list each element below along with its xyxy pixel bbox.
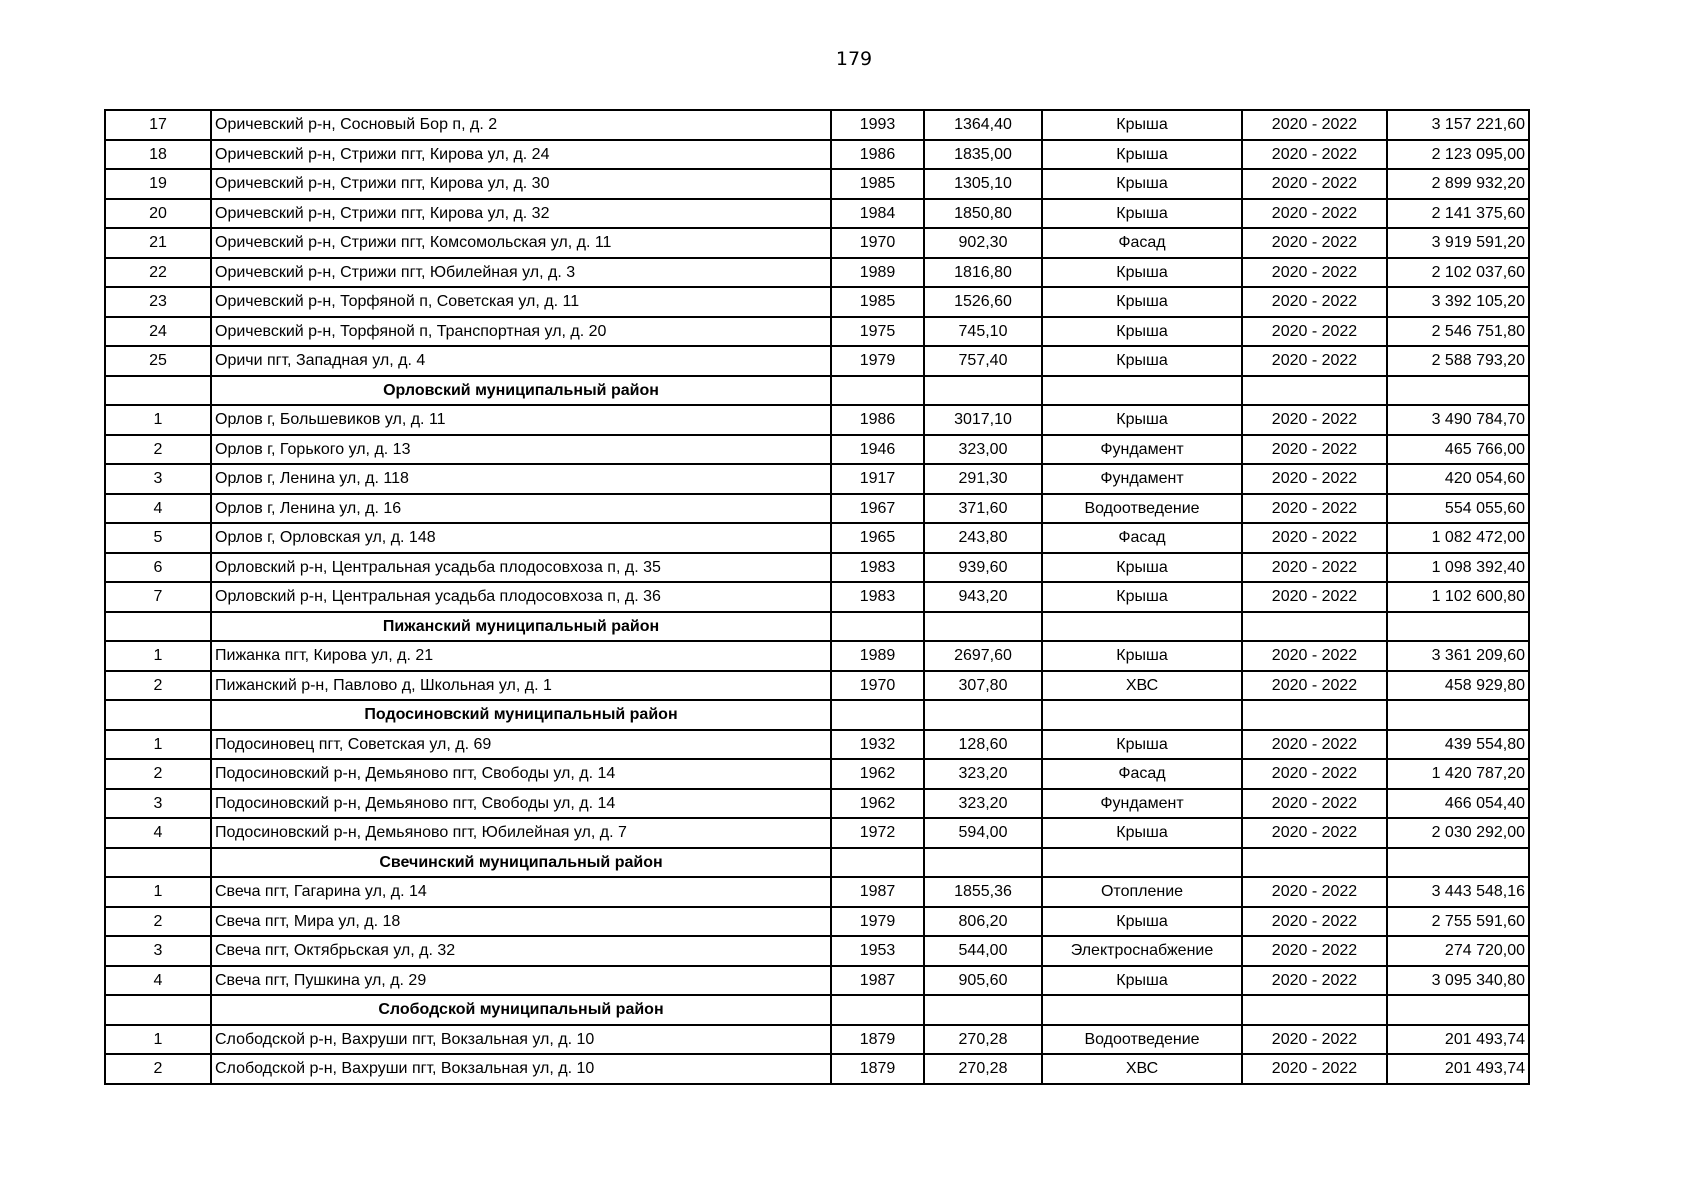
- area-cell: 1526,60: [924, 287, 1042, 317]
- period-cell: 2020 - 2022: [1242, 405, 1387, 435]
- period-cell: 2020 - 2022: [1242, 140, 1387, 170]
- cost-cell: 3 919 591,20: [1387, 228, 1529, 258]
- work-type-cell: Фундамент: [1042, 464, 1242, 494]
- row-number: 24: [105, 317, 211, 347]
- empty-cell: [1242, 376, 1387, 406]
- work-type-cell: Фасад: [1042, 228, 1242, 258]
- address-cell: Оричевский р-н, Стрижи пгт, Комсомольская ул, д. 11: [211, 228, 831, 258]
- work-type-cell: Крыша: [1042, 140, 1242, 170]
- address-cell: Орлов г, Ленина ул, д. 118: [211, 464, 831, 494]
- table-row: [105, 317, 1529, 347]
- year-cell: 1983: [831, 582, 924, 612]
- year-cell: 1972: [831, 818, 924, 848]
- district-header-row: [105, 848, 1529, 878]
- cost-cell: 3 361 209,60: [1387, 641, 1529, 671]
- work-type-cell: Крыша: [1042, 641, 1242, 671]
- period-cell: 2020 - 2022: [1242, 936, 1387, 966]
- address-cell: Подосиновский р-н, Демьяново пгт, Юбилейная ул, д. 7: [211, 818, 831, 848]
- empty-cell: [1387, 612, 1529, 642]
- year-cell: 1965: [831, 523, 924, 553]
- repair-register-table: [104, 109, 1530, 1085]
- address-cell: Пижанка пгт, Кирова ул, д. 21: [211, 641, 831, 671]
- empty-cell: [924, 995, 1042, 1025]
- table-row: [105, 966, 1529, 996]
- empty-cell: [831, 700, 924, 730]
- table-row: [105, 1054, 1529, 1084]
- empty-cell: [924, 700, 1042, 730]
- area-cell: 905,60: [924, 966, 1042, 996]
- area-cell: 1855,36: [924, 877, 1042, 907]
- area-cell: 270,28: [924, 1025, 1042, 1055]
- cost-cell: 2 123 095,00: [1387, 140, 1529, 170]
- area-cell: 745,10: [924, 317, 1042, 347]
- period-cell: 2020 - 2022: [1242, 464, 1387, 494]
- area-cell: 323,20: [924, 759, 1042, 789]
- empty-cell: [1242, 848, 1387, 878]
- row-number: 1: [105, 877, 211, 907]
- period-cell: 2020 - 2022: [1242, 966, 1387, 996]
- area-cell: 3017,10: [924, 405, 1042, 435]
- empty-cell: [924, 376, 1042, 406]
- row-number: 2: [105, 907, 211, 937]
- work-type-cell: Фундамент: [1042, 789, 1242, 819]
- year-cell: 1953: [831, 936, 924, 966]
- year-cell: 1985: [831, 169, 924, 199]
- year-cell: 1946: [831, 435, 924, 465]
- year-cell: 1967: [831, 494, 924, 524]
- year-cell: 1989: [831, 641, 924, 671]
- period-cell: 2020 - 2022: [1242, 287, 1387, 317]
- district-header-row: [105, 376, 1529, 406]
- address-cell: Оричевский р-н, Торфяной п, Транспортная ул, д. 20: [211, 317, 831, 347]
- table-row: [105, 730, 1529, 760]
- period-cell: 2020 - 2022: [1242, 907, 1387, 937]
- work-type-cell: Крыша: [1042, 199, 1242, 229]
- row-number: 7: [105, 582, 211, 612]
- row-number: 2: [105, 671, 211, 701]
- area-cell: 1816,80: [924, 258, 1042, 288]
- empty-cell: [831, 848, 924, 878]
- row-number: 1: [105, 641, 211, 671]
- row-number: 25: [105, 346, 211, 376]
- work-type-cell: Крыша: [1042, 346, 1242, 376]
- period-cell: 2020 - 2022: [1242, 317, 1387, 347]
- address-cell: Оричевский р-н, Стрижи пгт, Кирова ул, д. 30: [211, 169, 831, 199]
- period-cell: 2020 - 2022: [1242, 759, 1387, 789]
- period-cell: 2020 - 2022: [1242, 1054, 1387, 1084]
- year-cell: 1985: [831, 287, 924, 317]
- period-cell: 2020 - 2022: [1242, 789, 1387, 819]
- work-type-cell: Крыша: [1042, 405, 1242, 435]
- work-type-cell: Отопление: [1042, 877, 1242, 907]
- address-cell: Подосиновский р-н, Демьяново пгт, Свободы ул, д. 14: [211, 789, 831, 819]
- cost-cell: 1 082 472,00: [1387, 523, 1529, 553]
- period-cell: 2020 - 2022: [1242, 435, 1387, 465]
- empty-cell: [831, 376, 924, 406]
- address-cell: Свеча пгт, Гагарина ул, д. 14: [211, 877, 831, 907]
- cost-cell: 420 054,60: [1387, 464, 1529, 494]
- empty-cell: [1042, 848, 1242, 878]
- work-type-cell: Водоотведение: [1042, 1025, 1242, 1055]
- work-type-cell: Крыша: [1042, 818, 1242, 848]
- cost-cell: 466 054,40: [1387, 789, 1529, 819]
- district-name: Слободской муниципальный район: [211, 995, 831, 1025]
- year-cell: 1993: [831, 110, 924, 140]
- period-cell: 2020 - 2022: [1242, 523, 1387, 553]
- year-cell: 1879: [831, 1025, 924, 1055]
- empty-cell: [105, 376, 211, 406]
- area-cell: 544,00: [924, 936, 1042, 966]
- area-cell: 291,30: [924, 464, 1042, 494]
- work-type-cell: ХВС: [1042, 1054, 1242, 1084]
- area-cell: 243,80: [924, 523, 1042, 553]
- table-row: [105, 435, 1529, 465]
- year-cell: 1879: [831, 1054, 924, 1084]
- work-type-cell: Крыша: [1042, 582, 1242, 612]
- cost-cell: 439 554,80: [1387, 730, 1529, 760]
- cost-cell: 3 095 340,80: [1387, 966, 1529, 996]
- row-number: 1: [105, 1025, 211, 1055]
- address-cell: Подосиновец пгт, Советская ул, д. 69: [211, 730, 831, 760]
- empty-cell: [105, 612, 211, 642]
- cost-cell: 1 098 392,40: [1387, 553, 1529, 583]
- area-cell: 594,00: [924, 818, 1042, 848]
- table-row: [105, 140, 1529, 170]
- row-number: 2: [105, 435, 211, 465]
- table-body: [105, 110, 1529, 1084]
- row-number: 6: [105, 553, 211, 583]
- row-number: 18: [105, 140, 211, 170]
- year-cell: 1979: [831, 346, 924, 376]
- year-cell: 1986: [831, 405, 924, 435]
- cost-cell: 2 755 591,60: [1387, 907, 1529, 937]
- area-cell: 1850,80: [924, 199, 1042, 229]
- empty-cell: [1042, 700, 1242, 730]
- address-cell: Свеча пгт, Мира ул, д. 18: [211, 907, 831, 937]
- row-number: 19: [105, 169, 211, 199]
- period-cell: 2020 - 2022: [1242, 494, 1387, 524]
- table-row: [105, 907, 1529, 937]
- table-row: [105, 877, 1529, 907]
- work-type-cell: Крыша: [1042, 169, 1242, 199]
- period-cell: 2020 - 2022: [1242, 346, 1387, 376]
- year-cell: 1962: [831, 789, 924, 819]
- cost-cell: 2 141 375,60: [1387, 199, 1529, 229]
- cost-cell: 2 899 932,20: [1387, 169, 1529, 199]
- work-type-cell: Крыша: [1042, 966, 1242, 996]
- empty-cell: [105, 995, 211, 1025]
- cost-cell: 201 493,74: [1387, 1025, 1529, 1055]
- district-name: Подосиновский муниципальный район: [211, 700, 831, 730]
- address-cell: Оричевский р-н, Стрижи пгт, Кирова ул, д. 24: [211, 140, 831, 170]
- empty-cell: [831, 612, 924, 642]
- area-cell: 757,40: [924, 346, 1042, 376]
- address-cell: Свеча пгт, Октябрьская ул, д. 32: [211, 936, 831, 966]
- address-cell: Орловский р-н, Центральная усадьба плодосовхоза п, д. 35: [211, 553, 831, 583]
- empty-cell: [831, 995, 924, 1025]
- table-row: [105, 553, 1529, 583]
- cost-cell: 2 102 037,60: [1387, 258, 1529, 288]
- table-row: [105, 494, 1529, 524]
- row-number: 17: [105, 110, 211, 140]
- table-row: [105, 405, 1529, 435]
- period-cell: 2020 - 2022: [1242, 877, 1387, 907]
- period-cell: 2020 - 2022: [1242, 169, 1387, 199]
- empty-cell: [105, 700, 211, 730]
- address-cell: Оричевский р-н, Стрижи пгт, Кирова ул, д. 32: [211, 199, 831, 229]
- work-type-cell: Крыша: [1042, 317, 1242, 347]
- row-number: 3: [105, 789, 211, 819]
- address-cell: Свеча пгт, Пушкина ул, д. 29: [211, 966, 831, 996]
- table-row: [105, 759, 1529, 789]
- row-number: 1: [105, 730, 211, 760]
- empty-cell: [1242, 995, 1387, 1025]
- table-row: [105, 110, 1529, 140]
- year-cell: 1975: [831, 317, 924, 347]
- cost-cell: 458 929,80: [1387, 671, 1529, 701]
- work-type-cell: Крыша: [1042, 553, 1242, 583]
- row-number: 3: [105, 936, 211, 966]
- table-row: [105, 641, 1529, 671]
- work-type-cell: Фасад: [1042, 523, 1242, 553]
- address-cell: Орлов г, Большевиков ул, д. 11: [211, 405, 831, 435]
- empty-cell: [1387, 700, 1529, 730]
- table-row: [105, 582, 1529, 612]
- year-cell: 1987: [831, 966, 924, 996]
- cost-cell: 3 443 548,16: [1387, 877, 1529, 907]
- table-row: [105, 818, 1529, 848]
- address-cell: Оричевский р-н, Торфяной п, Советская ул, д. 11: [211, 287, 831, 317]
- row-number: 1: [105, 405, 211, 435]
- address-cell: Оричевский р-н, Сосновый Бор п, д. 2: [211, 110, 831, 140]
- empty-cell: [1387, 376, 1529, 406]
- cost-cell: 2 588 793,20: [1387, 346, 1529, 376]
- address-cell: Орлов г, Ленина ул, д. 16: [211, 494, 831, 524]
- district-name: Орловский муниципальный район: [211, 376, 831, 406]
- area-cell: 307,80: [924, 671, 1042, 701]
- area-cell: 270,28: [924, 1054, 1042, 1084]
- table-row: [105, 169, 1529, 199]
- work-type-cell: ХВС: [1042, 671, 1242, 701]
- table-row: [105, 671, 1529, 701]
- year-cell: 1970: [831, 228, 924, 258]
- cost-cell: 3 490 784,70: [1387, 405, 1529, 435]
- address-cell: Слободской р-н, Вахруши пгт, Вокзальная ул, д. 10: [211, 1054, 831, 1084]
- work-type-cell: Крыша: [1042, 258, 1242, 288]
- address-cell: Подосиновский р-н, Демьяново пгт, Свободы ул, д. 14: [211, 759, 831, 789]
- cost-cell: 554 055,60: [1387, 494, 1529, 524]
- table-row: [105, 258, 1529, 288]
- area-cell: 323,00: [924, 435, 1042, 465]
- year-cell: 1979: [831, 907, 924, 937]
- area-cell: 2697,60: [924, 641, 1042, 671]
- row-number: 2: [105, 759, 211, 789]
- year-cell: 1932: [831, 730, 924, 760]
- work-type-cell: Фундамент: [1042, 435, 1242, 465]
- district-header-row: [105, 995, 1529, 1025]
- empty-cell: [1042, 376, 1242, 406]
- work-type-cell: Крыша: [1042, 907, 1242, 937]
- cost-cell: 1 420 787,20: [1387, 759, 1529, 789]
- cost-cell: 2 030 292,00: [1387, 818, 1529, 848]
- area-cell: 1364,40: [924, 110, 1042, 140]
- period-cell: 2020 - 2022: [1242, 553, 1387, 583]
- empty-cell: [1242, 612, 1387, 642]
- work-type-cell: Крыша: [1042, 110, 1242, 140]
- area-cell: 902,30: [924, 228, 1042, 258]
- work-type-cell: Крыша: [1042, 287, 1242, 317]
- period-cell: 2020 - 2022: [1242, 258, 1387, 288]
- year-cell: 1987: [831, 877, 924, 907]
- district-header-row: [105, 612, 1529, 642]
- empty-cell: [1042, 612, 1242, 642]
- period-cell: 2020 - 2022: [1242, 199, 1387, 229]
- area-cell: 323,20: [924, 789, 1042, 819]
- district-header-row: [105, 700, 1529, 730]
- empty-cell: [105, 848, 211, 878]
- row-number: 3: [105, 464, 211, 494]
- area-cell: 939,60: [924, 553, 1042, 583]
- area-cell: 1305,10: [924, 169, 1042, 199]
- row-number: 2: [105, 1054, 211, 1084]
- row-number: 22: [105, 258, 211, 288]
- period-cell: 2020 - 2022: [1242, 730, 1387, 760]
- year-cell: 1983: [831, 553, 924, 583]
- empty-cell: [924, 612, 1042, 642]
- district-name: Пижанский муниципальный район: [211, 612, 831, 642]
- cost-cell: 274 720,00: [1387, 936, 1529, 966]
- cost-cell: 3 157 221,60: [1387, 110, 1529, 140]
- empty-cell: [924, 848, 1042, 878]
- empty-cell: [1042, 995, 1242, 1025]
- row-number: 4: [105, 818, 211, 848]
- address-cell: Оричи пгт, Западная ул, д. 4: [211, 346, 831, 376]
- period-cell: 2020 - 2022: [1242, 228, 1387, 258]
- address-cell: Слободской р-н, Вахруши пгт, Вокзальная ул, д. 10: [211, 1025, 831, 1055]
- address-cell: Орлов г, Горького ул, д. 13: [211, 435, 831, 465]
- year-cell: 1962: [831, 759, 924, 789]
- row-number: 23: [105, 287, 211, 317]
- work-type-cell: Крыша: [1042, 730, 1242, 760]
- table-row: [105, 523, 1529, 553]
- table-row: [105, 464, 1529, 494]
- district-name: Свечинский муниципальный район: [211, 848, 831, 878]
- row-number: 5: [105, 523, 211, 553]
- table-row: [105, 1025, 1529, 1055]
- table-row: [105, 789, 1529, 819]
- period-cell: 2020 - 2022: [1242, 110, 1387, 140]
- cost-cell: 2 546 751,80: [1387, 317, 1529, 347]
- table-row: [105, 287, 1529, 317]
- year-cell: 1989: [831, 258, 924, 288]
- period-cell: 2020 - 2022: [1242, 671, 1387, 701]
- area-cell: 943,20: [924, 582, 1042, 612]
- area-cell: 128,60: [924, 730, 1042, 760]
- empty-cell: [1242, 700, 1387, 730]
- area-cell: 806,20: [924, 907, 1042, 937]
- area-cell: 371,60: [924, 494, 1042, 524]
- table-row: [105, 228, 1529, 258]
- table-row: [105, 199, 1529, 229]
- work-type-cell: Фасад: [1042, 759, 1242, 789]
- year-cell: 1917: [831, 464, 924, 494]
- address-cell: Пижанский р-н, Павлово д, Школьная ул, д. 1: [211, 671, 831, 701]
- address-cell: Орловский р-н, Центральная усадьба плодосовхоза п, д. 36: [211, 582, 831, 612]
- empty-cell: [1387, 995, 1529, 1025]
- row-number: 20: [105, 199, 211, 229]
- page-number: 179: [835, 48, 873, 70]
- table-row: [105, 936, 1529, 966]
- period-cell: 2020 - 2022: [1242, 1025, 1387, 1055]
- year-cell: 1984: [831, 199, 924, 229]
- period-cell: 2020 - 2022: [1242, 818, 1387, 848]
- empty-cell: [1387, 848, 1529, 878]
- row-number: 21: [105, 228, 211, 258]
- period-cell: 2020 - 2022: [1242, 641, 1387, 671]
- period-cell: 2020 - 2022: [1242, 582, 1387, 612]
- year-cell: 1970: [831, 671, 924, 701]
- cost-cell: 3 392 105,20: [1387, 287, 1529, 317]
- work-type-cell: Электроснабжение: [1042, 936, 1242, 966]
- row-number: 4: [105, 494, 211, 524]
- cost-cell: 1 102 600,80: [1387, 582, 1529, 612]
- address-cell: Оричевский р-н, Стрижи пгт, Юбилейная ул, д. 3: [211, 258, 831, 288]
- cost-cell: 201 493,74: [1387, 1054, 1529, 1084]
- address-cell: Орлов г, Орловская ул, д. 148: [211, 523, 831, 553]
- row-number: 4: [105, 966, 211, 996]
- table-row: [105, 346, 1529, 376]
- area-cell: 1835,00: [924, 140, 1042, 170]
- work-type-cell: Водоотведение: [1042, 494, 1242, 524]
- cost-cell: 465 766,00: [1387, 435, 1529, 465]
- year-cell: 1986: [831, 140, 924, 170]
